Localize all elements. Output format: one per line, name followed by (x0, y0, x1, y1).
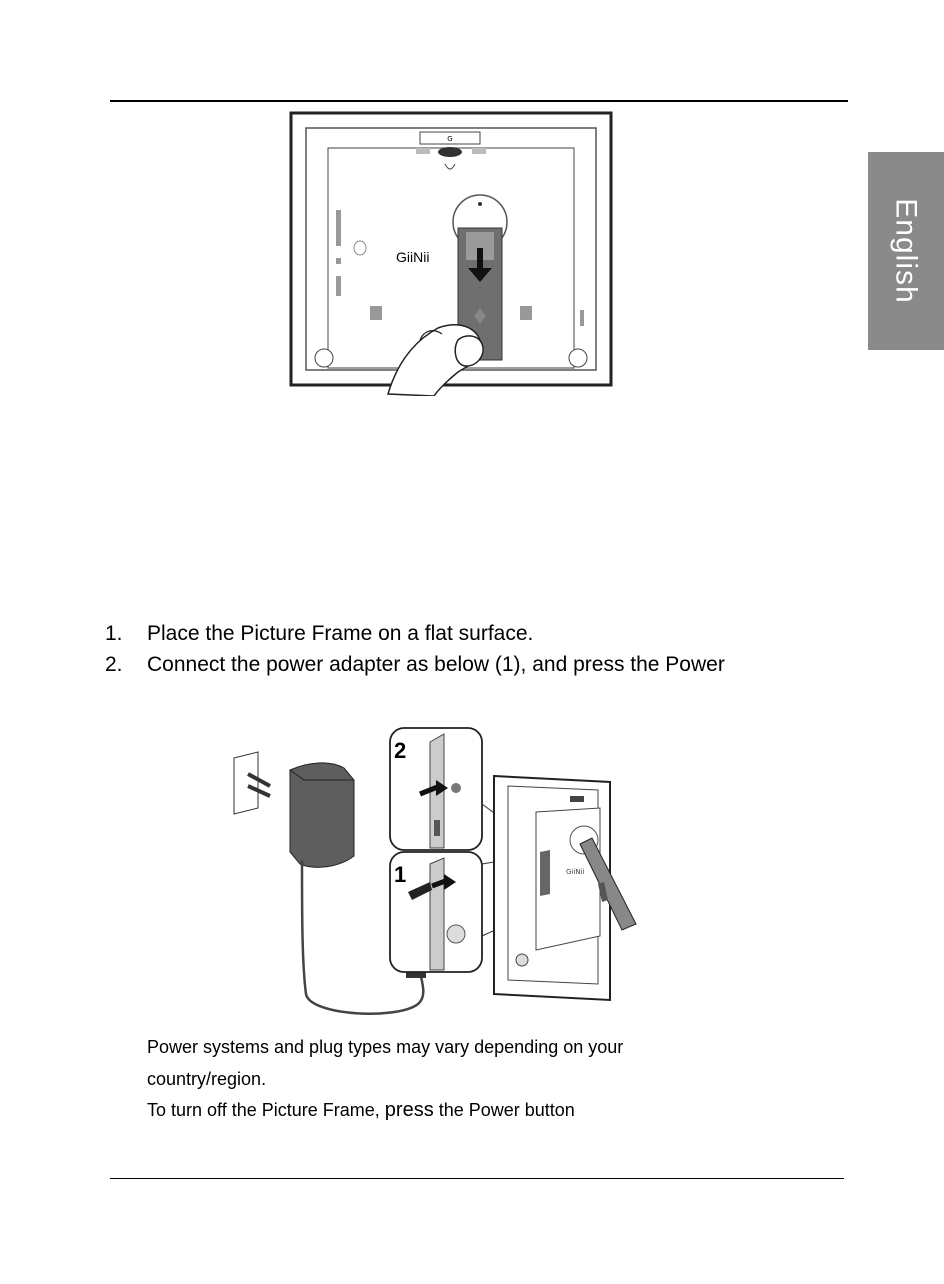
footer-rule (110, 1178, 844, 1179)
step-text: Place the Picture Frame on a flat surface. (147, 622, 534, 645)
setup-steps (105, 618, 865, 680)
svg-text:G: G (447, 135, 453, 143)
step-number: 2. (105, 653, 123, 676)
brand-label: GiiNii (396, 249, 430, 265)
step-text: Connect the power adapter as below (1), and press the Power (147, 653, 725, 676)
notes (147, 1032, 847, 1127)
language-tab-label: English (890, 198, 923, 304)
note-line: To turn off the Picture Frame, press the Power button (147, 1099, 575, 1121)
note-line: Power systems and plug types may vary depending on your (147, 1037, 624, 1057)
header-rule (110, 100, 848, 102)
power-adapter-illustration (218, 724, 668, 1024)
list-item (105, 618, 865, 649)
stand-illustration (288, 110, 614, 396)
list-item (105, 649, 865, 680)
svg-text:GiiNii: GiiNii (566, 868, 585, 876)
language-tab[interactable] (868, 152, 944, 350)
callout-number-2: 2 (394, 738, 407, 763)
note-line: country/region. (147, 1068, 267, 1089)
step-number: 1. (105, 622, 123, 645)
callout-number-1: 1 (394, 862, 407, 887)
